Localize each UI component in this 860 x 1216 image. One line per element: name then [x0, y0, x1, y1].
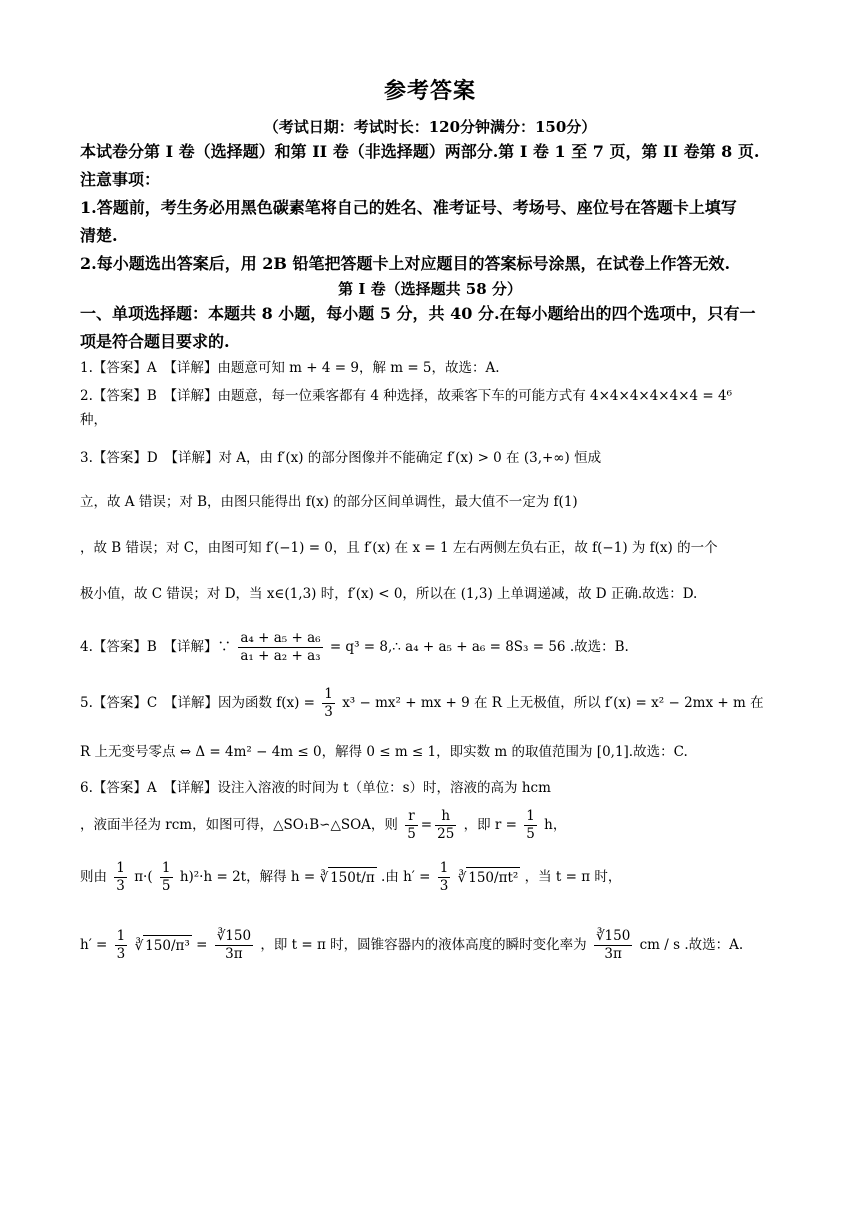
q6-frac-5b: 5 [526, 826, 535, 842]
q6-d-mid: ，即 t = π 时，圆锥容器内的液体高度的瞬时变化率为 [260, 937, 587, 953]
q5-frac-num: 1 [324, 686, 333, 702]
q6-d-frac2-den: 3π [225, 946, 243, 962]
answer-q4 [80, 630, 780, 665]
answer-q5-a [80, 686, 780, 721]
q6-frac-1-5 [524, 808, 537, 843]
q6-d-end: cm / s .故选：A. [639, 937, 744, 953]
q6-frac-r: r [405, 808, 418, 826]
answer-q2-a: 2.【答案】B 【详解】由题意，每一位乘客都有 4 种选择，故乘客下车的可能方式有 4×4×4×4×4×4 = 4⁶ [80, 388, 733, 404]
q6-d-prefix: h′ = [80, 937, 108, 953]
answer-q6-a: 6.【答案】A 【详解】设注入溶液的时间为 t（单位：s）时，溶液的高为 hcm [80, 780, 551, 796]
q4-numerator: a₄ + a₅ + a₆ [240, 630, 321, 646]
q6-frac-r-5 [405, 808, 418, 843]
q6-c-frac-num: 1 [116, 860, 125, 876]
part1-instruction-a: 一、单项选择题：本题共 8 小题，每小题 5 分，共 40 分.在每小题给出的四个选项中，只有一 [80, 304, 756, 323]
q6-frac-h: h [435, 808, 456, 826]
answer-q2-b: 种， [80, 412, 107, 428]
q6-d-frac3-den: 3π [604, 946, 622, 962]
q4-fraction [238, 630, 322, 665]
q4-denominator: a₁ + a₂ + a₃ [240, 648, 321, 664]
notice-item-1b: 清楚. [80, 226, 118, 245]
q6-c-end: ，当 t = π 时， [524, 869, 622, 885]
q6-b-end: h， [544, 817, 567, 833]
q6-d-frac-1-3 [115, 928, 128, 963]
q6-b-prefix: ，液面半径为 rcm，如图可得，△SO₁B∽△SOA，则 [80, 817, 398, 833]
q6-d-frac3-num: ∛150 [595, 928, 631, 944]
q5-frac-den: 3 [324, 704, 333, 720]
q6-d-frac-root [215, 928, 253, 963]
answer-q3-d: 极小值，故 C 错误；对 D，当 x∈(1,3) 时，f′(x) < 0，所以在 (1,3) 上单调递减，故 D 正确.故选：D. [80, 586, 698, 602]
section-heading: 第 I 卷（选择题共 58 分） [338, 280, 522, 298]
page-title: 参考答案 [383, 78, 476, 104]
q6-d-frac-den: 3 [116, 946, 126, 962]
q6-c-radicand-1: 150t/π [328, 867, 377, 888]
q6-frac-1: 1 [526, 808, 535, 824]
q6-c-frac-1-5 [160, 860, 173, 895]
answer-q6-b: ，液面半径为 rcm，如图可得，△SO₁B∽△SOA，则 $\frac{r}{5}$ = $\frac{h}{25}$ ，即 r = $\frac{1}{5}$ h， [80, 808, 567, 842]
q6-c-prefix: 则由 [80, 869, 107, 885]
exam-info: （考试日期：考试时长：120分钟满分：150分） [263, 118, 597, 136]
q6-c-mid3: .由 h′ = [381, 869, 431, 885]
notice-item-1a: 1.答题前，考生务必用黑色碳素笔将自己的姓名、准考证号、考场号、座位号在答题卡上填写 [80, 198, 737, 217]
q6-d-frac2-num: ∛150 [216, 928, 252, 944]
q6-c-frac2-den: 5 [161, 878, 171, 894]
notice-heading: 注意事项： [80, 170, 161, 189]
q5-suffix: x³ − mx² + mx + 9 在 R 上无极值，所以 f′(x) = x² − 2mx + m 在 [342, 695, 764, 711]
answer-q3-b: 立，故 A 错误；对 B，由图只能得出 f(x) 的部分区间单调性，最大值不一定为 f(1) [80, 494, 578, 510]
notice-item-2: 2.每小题选出答案后，用 2B 铅笔把答题卡上对应题目的答案标号涂黑，在试卷上作答无效. [80, 254, 731, 273]
q6-c-mid2: h)²·h = 2t，解得 h = [179, 869, 316, 885]
answer-q3-c: ，故 B 错误；对 C，由图可知 f′(−1) = 0，且 f′(x) 在 x = 1 左右两侧左负右正，故 f(−1) 为 f(x) 的一个 [80, 540, 718, 556]
q6-c-frac-1-3 [114, 860, 127, 895]
answer-q6-c [80, 860, 780, 895]
q6-c-frac2-num: 1 [161, 860, 171, 876]
answer-q5-b: R 上无变号零点 ⇔ Δ = 4m² − 4m ≤ 0，解得 0 ≤ m ≤ 1，即实数 m 的取值范围为 [0,1].故选：C. [80, 744, 688, 760]
q6-c-frac3-num: 1 [439, 860, 449, 876]
q6-b-mid: ，即 r = [463, 817, 517, 833]
q6-c-cuberoot-2: ∛ 150/πt² [458, 867, 521, 888]
q6-frac-5: 5 [407, 826, 416, 842]
q6-d-frac-rate [594, 928, 632, 963]
part1-instruction-b: 项是符合题目要求的. [80, 332, 230, 351]
q6-d-radicand: 150/π³ [143, 935, 192, 956]
q6-c-mid: π·( [134, 869, 153, 885]
q6-c-frac-1-3b [438, 860, 451, 895]
q5-fraction [322, 686, 335, 721]
q6-frac-h-25 [435, 808, 456, 843]
q6-d-frac-num: 1 [116, 928, 126, 944]
q6-d-eq: = [196, 937, 208, 953]
q5-prefix: 5.【答案】C 【详解】因为函数 f(x) = [80, 695, 315, 711]
q6-d-cuberoot: ∛ 150/π³ [135, 935, 192, 956]
q4-prefix: 4.【答案】B 【详解】∵ [80, 639, 232, 655]
answer-q3-a: 3.【答案】D 【详解】对 A，由 f′(x) 的部分图像并不能确定 f′(x) > 0 在 (3,+∞) 恒成 [80, 450, 602, 466]
q6-frac-25: 25 [437, 826, 455, 842]
answer-q6-d [80, 928, 780, 963]
q4-suffix: = q³ = 8,∴ a₄ + a₅ + a₆ = 8S₃ = 56 .故选：B. [329, 639, 629, 655]
answer-q1: 1.【答案】A 【详解】由题意可知 m + 4 = 9，解 m = 5，故选：A. [80, 360, 500, 376]
intro-line: 本试卷分第 I 卷（选择题）和第 II 卷（非选择题）两部分.第 I 卷 1 至 7 页，第 II 卷第 8 页. [80, 142, 760, 161]
q6-c-cuberoot-1: ∛ 150t/π [319, 867, 376, 888]
q6-c-frac-den: 3 [116, 878, 125, 894]
q6-c-radicand-2: 150/πt² [466, 867, 520, 888]
q6-c-frac3-den: 3 [439, 878, 449, 894]
